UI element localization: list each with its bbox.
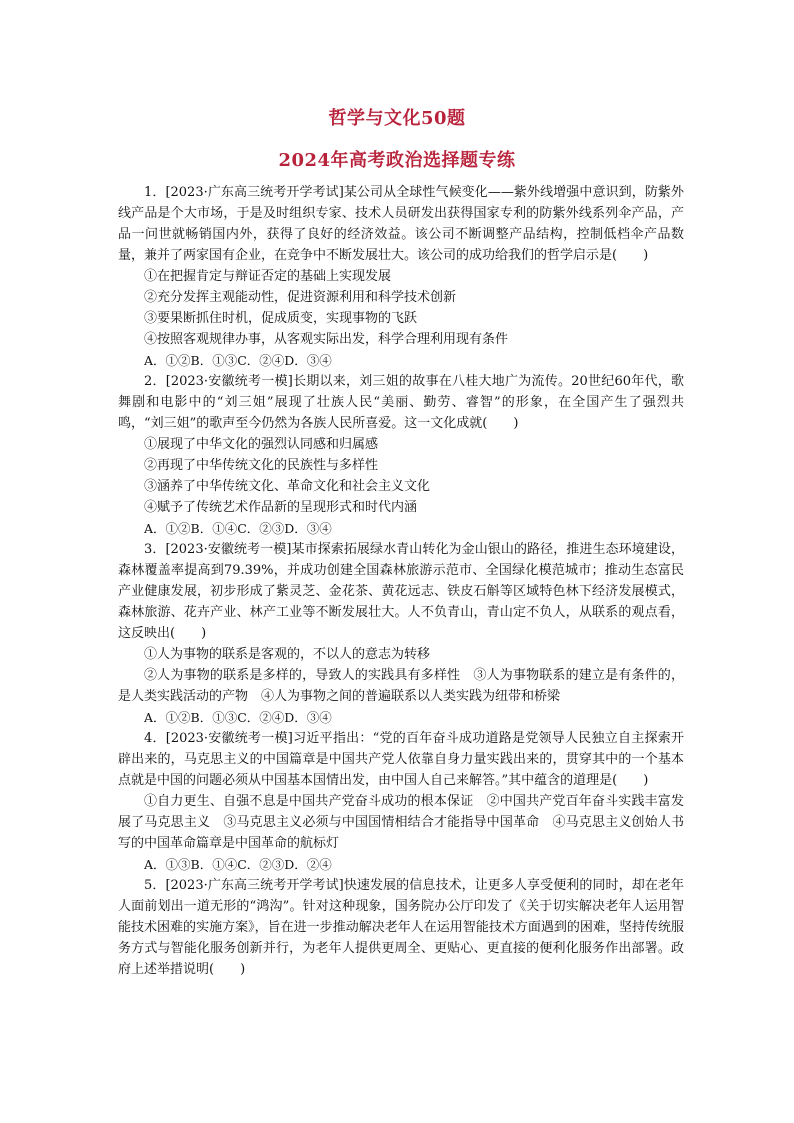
question-3 [118,539,684,728]
question-list [118,182,684,980]
option-item: ③涵养了中华传统文化、革命文化和社会主义文化 [144,479,431,494]
answer-choices: A．①②B．①③C．②④D．③④ [144,353,332,368]
answer-choices: A．①③B．①④C．②③D．②④ [144,857,332,872]
option-item: ①展现了中华文化的强烈认同感和归属感 [144,437,379,452]
question-stem: 2．[2023·安徽统考一模]长期以来，刘三姐的故事在八桂大地广为流传。20世纪60年代，歌舞剧和电影中的“刘三姐”展现了壮族人民“美丽、勤劳、睿智”的形象，在全国产生了强烈共鸣，“刘三姐”的歌声至今仍然为各族人民所喜爱。这一文化成就( ) [118,374,684,431]
question-stem: 5．[2023·广东高三统考开学考试]快速发展的信息技术，让更多人享受便利的同时，却在老年人面前划出一道无形的“鸿沟”。针对这种现象，国务院办公厅印发了《关于切实解决老年人运用智能技术困难的实施方案》，旨在进一步推动解决老年人在运用智能技术方面遇到的困难，坚持传统服务方式与智能化服务创新并行，为老年人提供更周全、更贴心、更直接的便利化服务作出部署。政府上述举措说明( ) [118,878,684,977]
option-group: ②人为事物的联系是多样的，导致人的实践具有多样性 ③人为事物联系的建立是有条件的，是人类实践活动的产物 ④人为事物之间的普遍联系以人类实践为纽带和桥梁 [118,668,684,704]
question-stem: 1．[2023·广东高三统考开学考试]某公司从全球性气候变化——紫外线增强中意识到，防紫外线产品是个大市场，于是及时组织专家、技术人员研发出获得国家专利的防紫外线系列伞产品，产品一问世就畅销国内外，获得了良好的经济效益。该公司不断调整产品结构，控制低档伞产品数量，兼并了两家国有企业，在竞争中不断发展壮大。该公司的成功给我们的哲学启示是( ) [118,185,684,263]
answer-choices: A．①②B．①④C．②③D．③④ [144,521,332,536]
question-2 [118,371,684,539]
question-4 [118,728,684,875]
answer-choices: A．①②B．①③C．②④D．③④ [144,710,332,725]
option-item: ④按照客观规律办事，从客观实际出发，科学合理利用现有条件 [144,332,509,347]
document-subtitle: 2024年高考政治选择题专练 [278,150,516,171]
question-stem: 3．[2023·安徽统考一模]某市探索拓展绿水青山转化为金山银山的路径，推进生态环境建设，森林覆盖率提高到79.39%，并成功创建全国森林旅游示范市、全国绿化模范城市；推动生态富民产业健康发展，初步形成了紫灵芝、金花茶、黄花远志、铁皮石斛等区域特色林下经济发展模式，森林旅游、花卉产业、林产工业等不断发展壮大。人不负青山，青山定不负人，从联系的观点看，这反映出( ) [118,542,684,641]
option-item: ②再现了中华传统文化的民族性与多样性 [144,458,379,473]
question-5 [118,875,684,980]
option-item: ④赋予了传统艺术作品新的呈现形式和时代内涵 [144,500,418,515]
option-item: ①人为事物的联系是客观的，不以人的意志为转移 [144,647,431,662]
question-1 [118,182,684,371]
document-title: 哲学与文化50题 [328,108,466,129]
option-item: ②充分发挥主观能动性，促进资源利用和科学技术创新 [144,290,457,305]
option-group: ①自力更生、自强不息是中国共产党奋斗成功的根本保证 ②中国共产党百年奋斗实践丰富发展了马克思主义 ③马克思主义必须与中国国情相结合才能指导中国革命 ④马克思主义创始人书写的中国革命篇章是中国革命的航标灯 [118,794,684,851]
option-item: ①在把握肯定与辩证否定的基础上实现发展 [144,269,392,284]
option-item: ③要果断抓住时机，促成质变，实现事物的飞跃 [144,311,418,326]
question-stem: 4．[2023·安徽统考一模]习近平指出：“党的百年奋斗成功道路是党领导人民独立自主探索开辟出来的，马克思主义的中国篇章是中国共产党人依靠自身力量实践出来的，贯穿其中的一个基本点就是中国的问题必须从中国基本国情出发，由中国人自己来解答。”其中蕴含的道理是( ) [118,731,684,788]
